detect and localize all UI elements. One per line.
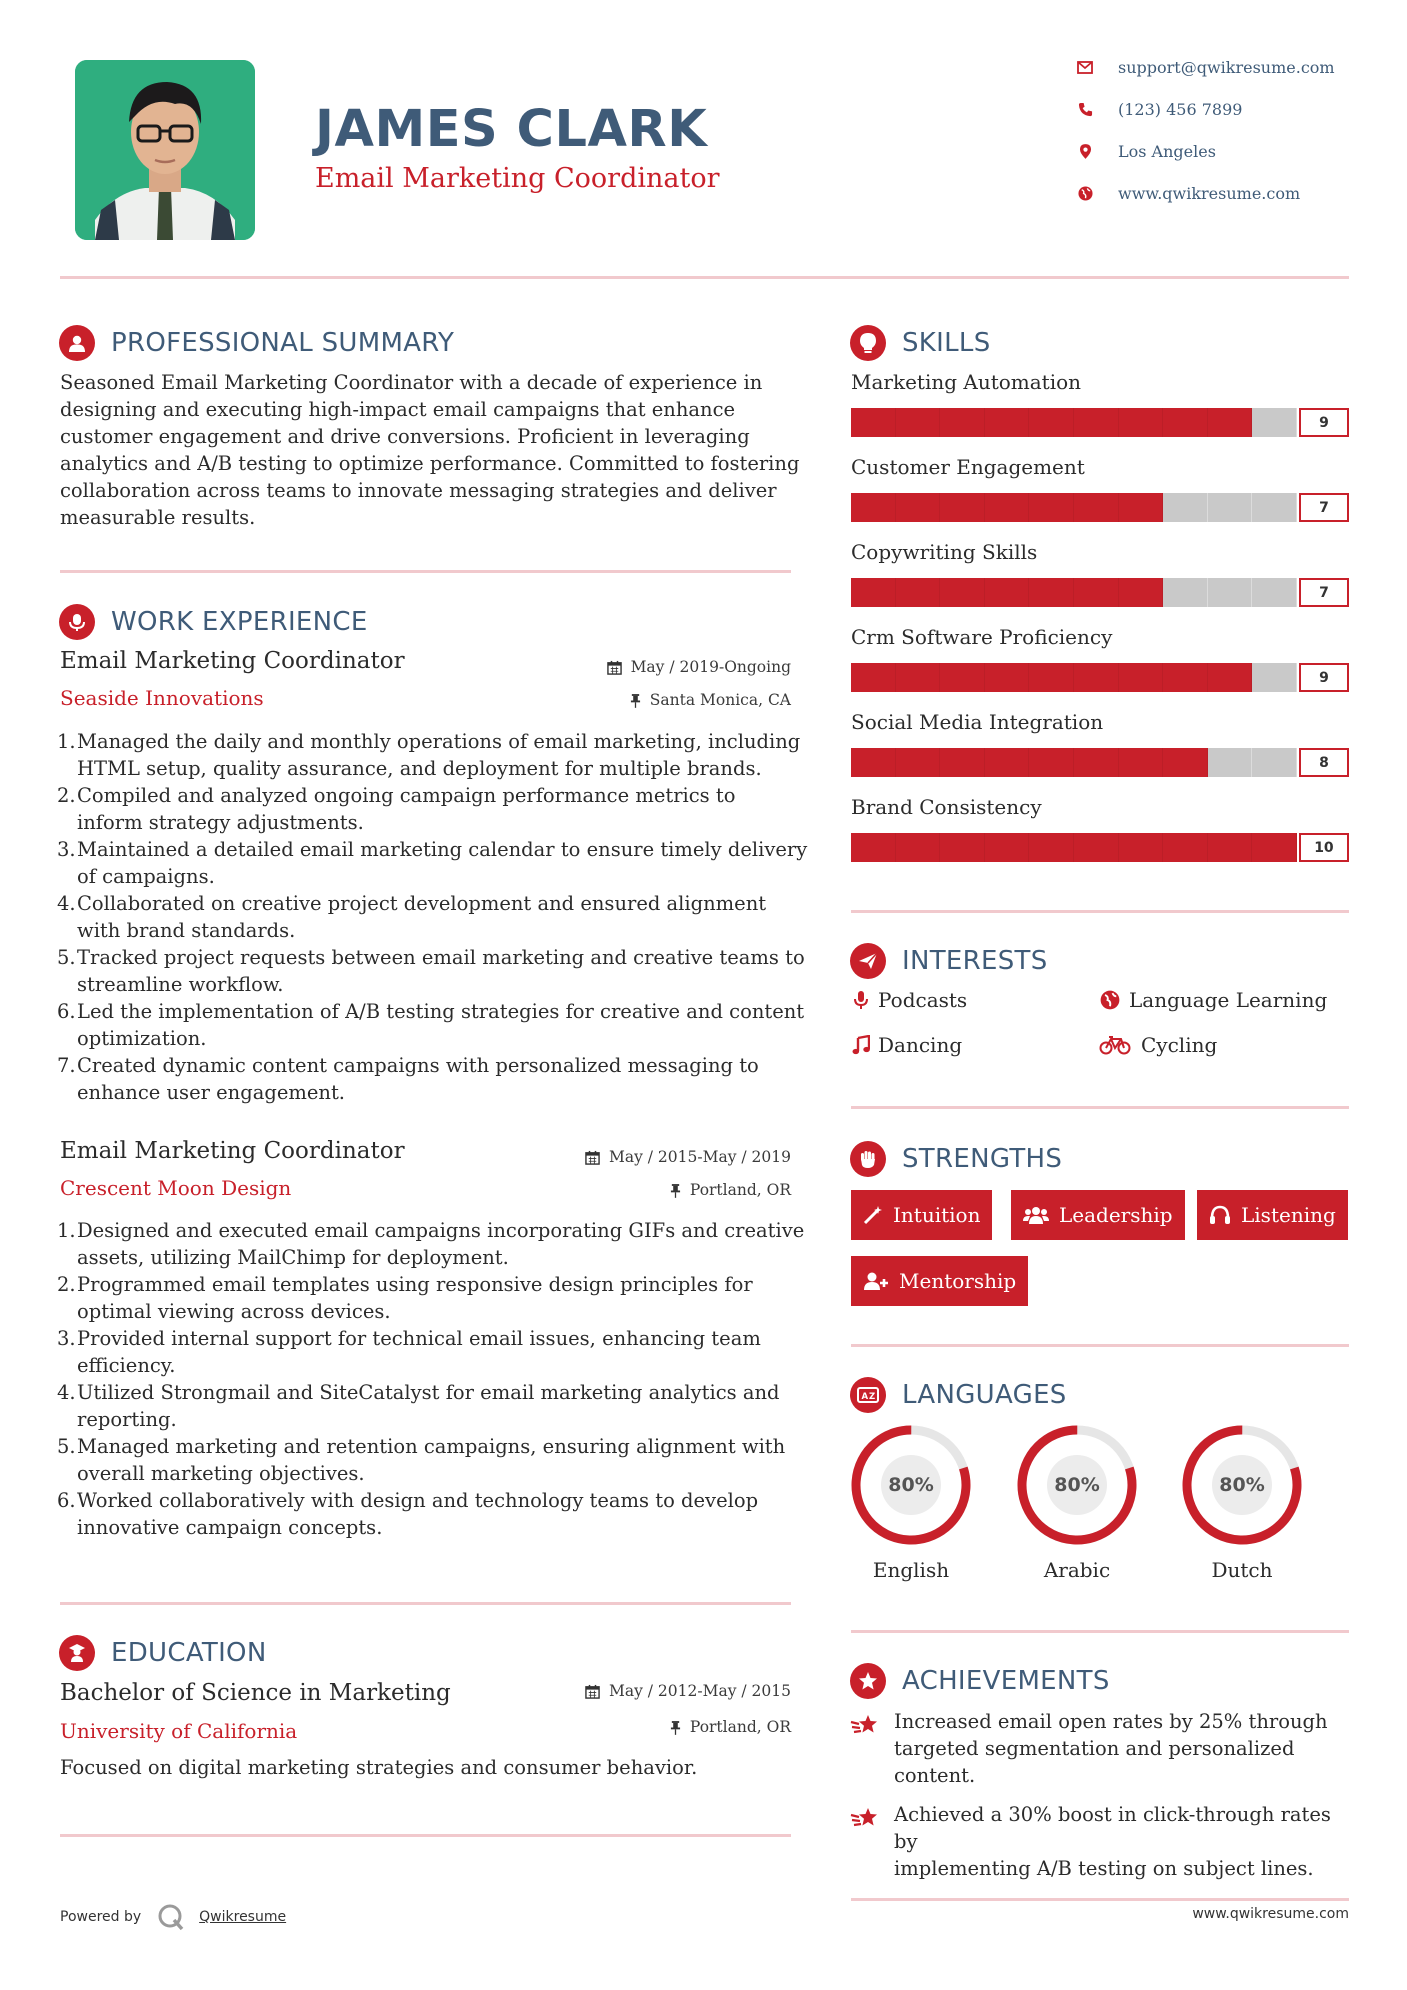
job-dates: May / 2019-Ongoing [607, 658, 791, 676]
skill-bar-segment [896, 408, 941, 437]
education-heading [59, 1635, 267, 1671]
skill-score: 10 [1299, 833, 1349, 862]
education-title: EDUCATION [111, 1638, 267, 1668]
skill-bar-segment [1208, 493, 1253, 522]
list-item: 6. Worked collaboratively with design and technology teams to develop innovative campaign concepts. [57, 1489, 759, 1539]
skill-bar-segment [1163, 663, 1208, 692]
skill-score: 8 [1299, 748, 1349, 777]
svg-text:Z: Z [869, 1392, 876, 1402]
pushpin-icon [670, 1720, 681, 1735]
skill-bar-segment [985, 578, 1030, 607]
skill-bar-segment [985, 833, 1030, 862]
interest-cycling: Cycling [1099, 1033, 1217, 1057]
summary-divider [60, 570, 791, 573]
skill-bar-segment [1163, 408, 1208, 437]
svg-text:A: A [861, 1392, 869, 1402]
skill-score: 9 [1299, 663, 1349, 692]
qwikresume-logo-icon [157, 1903, 185, 1931]
skill-bar-segment [1074, 493, 1119, 522]
users-icon [1023, 1205, 1049, 1225]
calendar-icon [585, 1684, 600, 1699]
language-percent: 80% [1054, 1474, 1100, 1496]
job-bullets [59, 728, 809, 1106]
skill-item [851, 710, 1349, 777]
skill-bar-segment [1208, 578, 1253, 607]
bicycle-icon [1099, 1035, 1131, 1055]
footer-website[interactable]: www.qwikresume.com [1192, 1906, 1349, 1922]
interests-heading [850, 943, 1048, 979]
skills-heading [850, 325, 991, 361]
skill-bar-segment [896, 833, 941, 862]
skill-bar-segment [940, 663, 985, 692]
list-item: 4. Collaborated on creative project development and ensured alignment with brand standards. [57, 892, 767, 942]
skill-bar [851, 493, 1349, 522]
skill-bar-segment [1163, 578, 1208, 607]
job-dates: May / 2015-May / 2019 [585, 1148, 791, 1166]
job-location: Portland, OR [670, 1181, 791, 1199]
summary-heading [59, 325, 454, 361]
job-bullets [59, 1217, 809, 1541]
strengths-heading [850, 1141, 1062, 1177]
skill-score: 7 [1299, 493, 1349, 522]
experience-title: WORK EXPERIENCE [111, 607, 368, 637]
briefcase-icon [59, 604, 95, 640]
phone-icon [1074, 102, 1096, 117]
skill-label: Copywriting Skills [851, 540, 1038, 564]
skill-bar-segment [1252, 578, 1297, 607]
skill-bar-segment [896, 493, 941, 522]
skill-item [851, 370, 1349, 437]
experience-heading [59, 604, 368, 640]
strength-listening: Listening [1197, 1190, 1348, 1240]
map-pin-icon [1074, 144, 1096, 159]
achievement-item: Achieved a 30% boost in click-through rates by implementing A/B testing on subject lines. [850, 1801, 1350, 1882]
interests-title: INTERESTS [902, 946, 1048, 976]
skill-bar [851, 663, 1349, 692]
contact-email[interactable] [1074, 58, 1335, 77]
education-description: Focused on digital marketing strategies and consumer behavior. [60, 1756, 698, 1779]
interest-podcasts: Podcasts [850, 988, 967, 1012]
list-item: 4. Utilized Strongmail and SiteCatalyst for email marketing analytics and reporting. [57, 1381, 780, 1431]
paper-plane-icon [850, 943, 886, 979]
skill-bar-segment [985, 408, 1030, 437]
summary-line: Seasoned Email Marketing Coordinator with a decade of experience in [60, 371, 763, 394]
skill-bar [851, 578, 1349, 607]
skill-bar-segment [896, 748, 941, 777]
skill-item [851, 455, 1349, 522]
skill-bar-segment [896, 578, 941, 607]
skill-bar-segment [1029, 408, 1074, 437]
candidate-title: Email Marketing Coordinator [315, 163, 720, 194]
skill-bar-segment [896, 663, 941, 692]
microphone-icon [850, 990, 872, 1010]
pushpin-icon [670, 1183, 681, 1198]
skill-bar-segment [1119, 663, 1164, 692]
skill-score: 9 [1299, 408, 1349, 437]
language-name: English [872, 1558, 950, 1582]
calendar-icon [607, 660, 622, 675]
skill-bar-segment [1208, 748, 1253, 777]
company-name: Seaside Innovations [60, 686, 264, 710]
skill-bar-segment [1252, 833, 1297, 862]
language-ring [1181, 1424, 1303, 1546]
skill-bar-segment [1163, 748, 1208, 777]
music-note-icon [850, 1035, 872, 1055]
skill-bar-segment [1252, 663, 1297, 692]
experience-divider [60, 1602, 791, 1605]
skill-bar [851, 408, 1349, 437]
summary-line: analytics and A/B testing to optimize performance. Committed to fostering [60, 452, 800, 475]
graduation-icon [59, 1635, 95, 1671]
strengths-divider [851, 1344, 1349, 1347]
language-percent: 80% [1219, 1474, 1265, 1496]
achievements-heading [850, 1663, 1110, 1699]
skill-bar-segment [1119, 833, 1164, 862]
skill-bar-segment [1029, 833, 1074, 862]
summary-line: customer engagement and drive conversions. Proficient in leveraging [60, 425, 750, 448]
lightbulb-icon [850, 325, 886, 361]
fist-icon [850, 1141, 886, 1177]
skill-score: 7 [1299, 578, 1349, 607]
interest-language-learning: Language Learning [1099, 988, 1327, 1012]
list-item: 7. Created dynamic content campaigns with personalized messaging to enhance user engagement. [57, 1054, 759, 1104]
envelope-icon [1074, 61, 1096, 74]
skill-label: Marketing Automation [851, 370, 1082, 394]
language-ring [1016, 1424, 1138, 1546]
contact-website[interactable] [1074, 184, 1300, 203]
education-location: Portland, OR [670, 1718, 791, 1736]
shooting-star-icon [850, 1805, 884, 1882]
magic-wand-icon [863, 1205, 883, 1225]
skill-bar-segment [940, 408, 985, 437]
header-divider [60, 276, 1349, 279]
job-title: Email Marketing Coordinator [60, 1138, 405, 1164]
skill-bar-segment [1074, 748, 1119, 777]
achievements-title: ACHIEVEMENTS [902, 1666, 1110, 1696]
headphones-icon [1209, 1205, 1231, 1225]
education-dates: May / 2012-May / 2015 [585, 1682, 791, 1700]
list-item: 3. Provided internal support for technical email issues, enhancing team efficiency. [57, 1327, 761, 1377]
globe-icon [1074, 186, 1096, 201]
skill-bar-segment [1208, 833, 1253, 862]
skill-bar-segment [1029, 493, 1074, 522]
skill-bar-segment [851, 578, 896, 607]
skills-divider [851, 910, 1349, 913]
skill-bar-segment [940, 748, 985, 777]
list-item: 5. Managed marketing and retention campaigns, ensuring alignment with overall marketing objectives. [57, 1435, 786, 1485]
skill-label: Brand Consistency [851, 795, 1042, 819]
job-title: Email Marketing Coordinator [60, 648, 405, 674]
degree-title: Bachelor of Science in Marketing [60, 1680, 451, 1706]
skill-item [851, 625, 1349, 692]
skills-title: SKILLS [902, 328, 991, 358]
skill-item [851, 795, 1349, 862]
summary-line: collaboration across teams to innovate messaging strategies and deliver [60, 479, 777, 502]
skill-bar-segment [1074, 408, 1119, 437]
skill-bar [851, 833, 1349, 862]
skill-bar-segment [1208, 663, 1253, 692]
skill-bar-segment [985, 493, 1030, 522]
skill-bar-segment [940, 833, 985, 862]
skill-bar-segment [851, 748, 896, 777]
skill-bar-segment [1119, 748, 1164, 777]
skill-bar-segment [985, 663, 1030, 692]
achievement-item: Increased email open rates by 25% through targeted segmentation and personalized content. [850, 1708, 1350, 1789]
user-plus-icon [863, 1271, 889, 1291]
skill-bar-segment [851, 663, 896, 692]
skill-bar-segment [1252, 493, 1297, 522]
contact-phone[interactable] [1074, 100, 1242, 119]
summary-line: designing and executing high-impact email campaigns that enhance [60, 398, 736, 421]
website-text: www.qwikresume.com [1118, 184, 1301, 203]
school-name: University of California [60, 1719, 298, 1743]
candidate-name: JAMES CLARK [315, 100, 708, 159]
skill-bar-segment [1163, 493, 1208, 522]
skill-bar-segment [1074, 663, 1119, 692]
interests-divider [851, 1106, 1349, 1109]
summary-text [60, 369, 800, 531]
strength-leadership: Leadership [1011, 1190, 1185, 1240]
skill-bar-segment [940, 578, 985, 607]
contact-location [1074, 142, 1216, 161]
list-item: 6. Led the implementation of A/B testing strategies for creative and content optimization. [57, 1000, 805, 1050]
profile-photo [75, 60, 255, 240]
skill-bar-segment [1029, 663, 1074, 692]
list-item: 2. Programmed email templates using responsive design principles for optimal viewing across devices. [57, 1273, 753, 1323]
skill-bar-segment [1252, 748, 1297, 777]
language-name: Arabic [1043, 1558, 1111, 1582]
globe-icon [1099, 990, 1121, 1010]
languages-divider [851, 1630, 1349, 1633]
skill-item [851, 540, 1349, 607]
language-percent: 80% [888, 1474, 934, 1496]
company-name: Crescent Moon Design [60, 1176, 292, 1200]
skill-bar-segment [1074, 833, 1119, 862]
skill-bar-segment [1029, 578, 1074, 607]
achievements-divider [851, 1898, 1349, 1901]
skill-bar-segment [985, 748, 1030, 777]
email-text: support@qwikresume.com [1118, 58, 1335, 77]
list-item: 2. Compiled and analyzed ongoing campaign performance metrics to inform strategy adjustments. [57, 784, 736, 834]
skill-bar [851, 748, 1349, 777]
skill-label: Customer Engagement [851, 455, 1085, 479]
skill-bar-segment [851, 833, 896, 862]
skill-bar-segment [851, 408, 896, 437]
language-name: Dutch [1211, 1558, 1273, 1582]
summary-title: PROFESSIONAL SUMMARY [111, 328, 455, 358]
skill-bar-segment [851, 493, 896, 522]
education-divider [60, 1834, 791, 1837]
skill-bar-segment [940, 493, 985, 522]
skill-bar-segment [1119, 493, 1164, 522]
interest-dancing: Dancing [850, 1033, 962, 1057]
phone-text: (123) 456 7899 [1118, 100, 1243, 119]
shooting-star-icon [850, 1712, 884, 1789]
job-location: Santa Monica, CA [630, 691, 791, 709]
skill-bar-segment [1119, 578, 1164, 607]
skill-bar-segment [1029, 748, 1074, 777]
skill-bar-segment [1163, 833, 1208, 862]
list-item: 1. Designed and executed email campaigns incorporating GIFs and creative assets, utilizing MailChimp for deployment. [57, 1219, 805, 1269]
list-item: 5. Tracked project requests between email marketing and creative teams to streamline workflow. [57, 946, 805, 996]
calendar-icon [585, 1150, 600, 1165]
language-ring [850, 1424, 972, 1546]
languages-heading [850, 1377, 1067, 1413]
skill-label: Social Media Integration [851, 710, 1104, 734]
skill-bar-segment [1252, 408, 1297, 437]
qwikresume-link[interactable]: Qwikresume [199, 1909, 287, 1925]
pushpin-icon [630, 693, 641, 708]
languages-title: LANGUAGES [902, 1380, 1067, 1410]
skill-bar-segment [1074, 578, 1119, 607]
summary-line: measurable results. [60, 506, 256, 529]
skill-bar-segment [1208, 408, 1253, 437]
user-icon [59, 325, 95, 361]
list-item: 3. Maintained a detailed email marketing calendar to ensure timely delivery of campaigns. [57, 838, 808, 888]
location-text: Los Angeles [1118, 142, 1216, 161]
skill-bar-segment [1119, 408, 1164, 437]
strength-intuition: Intuition [851, 1190, 992, 1240]
translate-icon [850, 1377, 886, 1413]
skill-label: Crm Software Proficiency [851, 625, 1113, 649]
strength-mentorship: Mentorship [851, 1256, 1028, 1306]
list-item: 1. Managed the daily and monthly operations of email marketing, including HTML setup, quality assurance, and deployment for multiple brands. [57, 730, 801, 780]
strengths-title: STRENGTHS [902, 1144, 1063, 1174]
star-badge-icon [850, 1663, 886, 1699]
footer-powered-by: Powered by Qwikresume [60, 1903, 286, 1931]
